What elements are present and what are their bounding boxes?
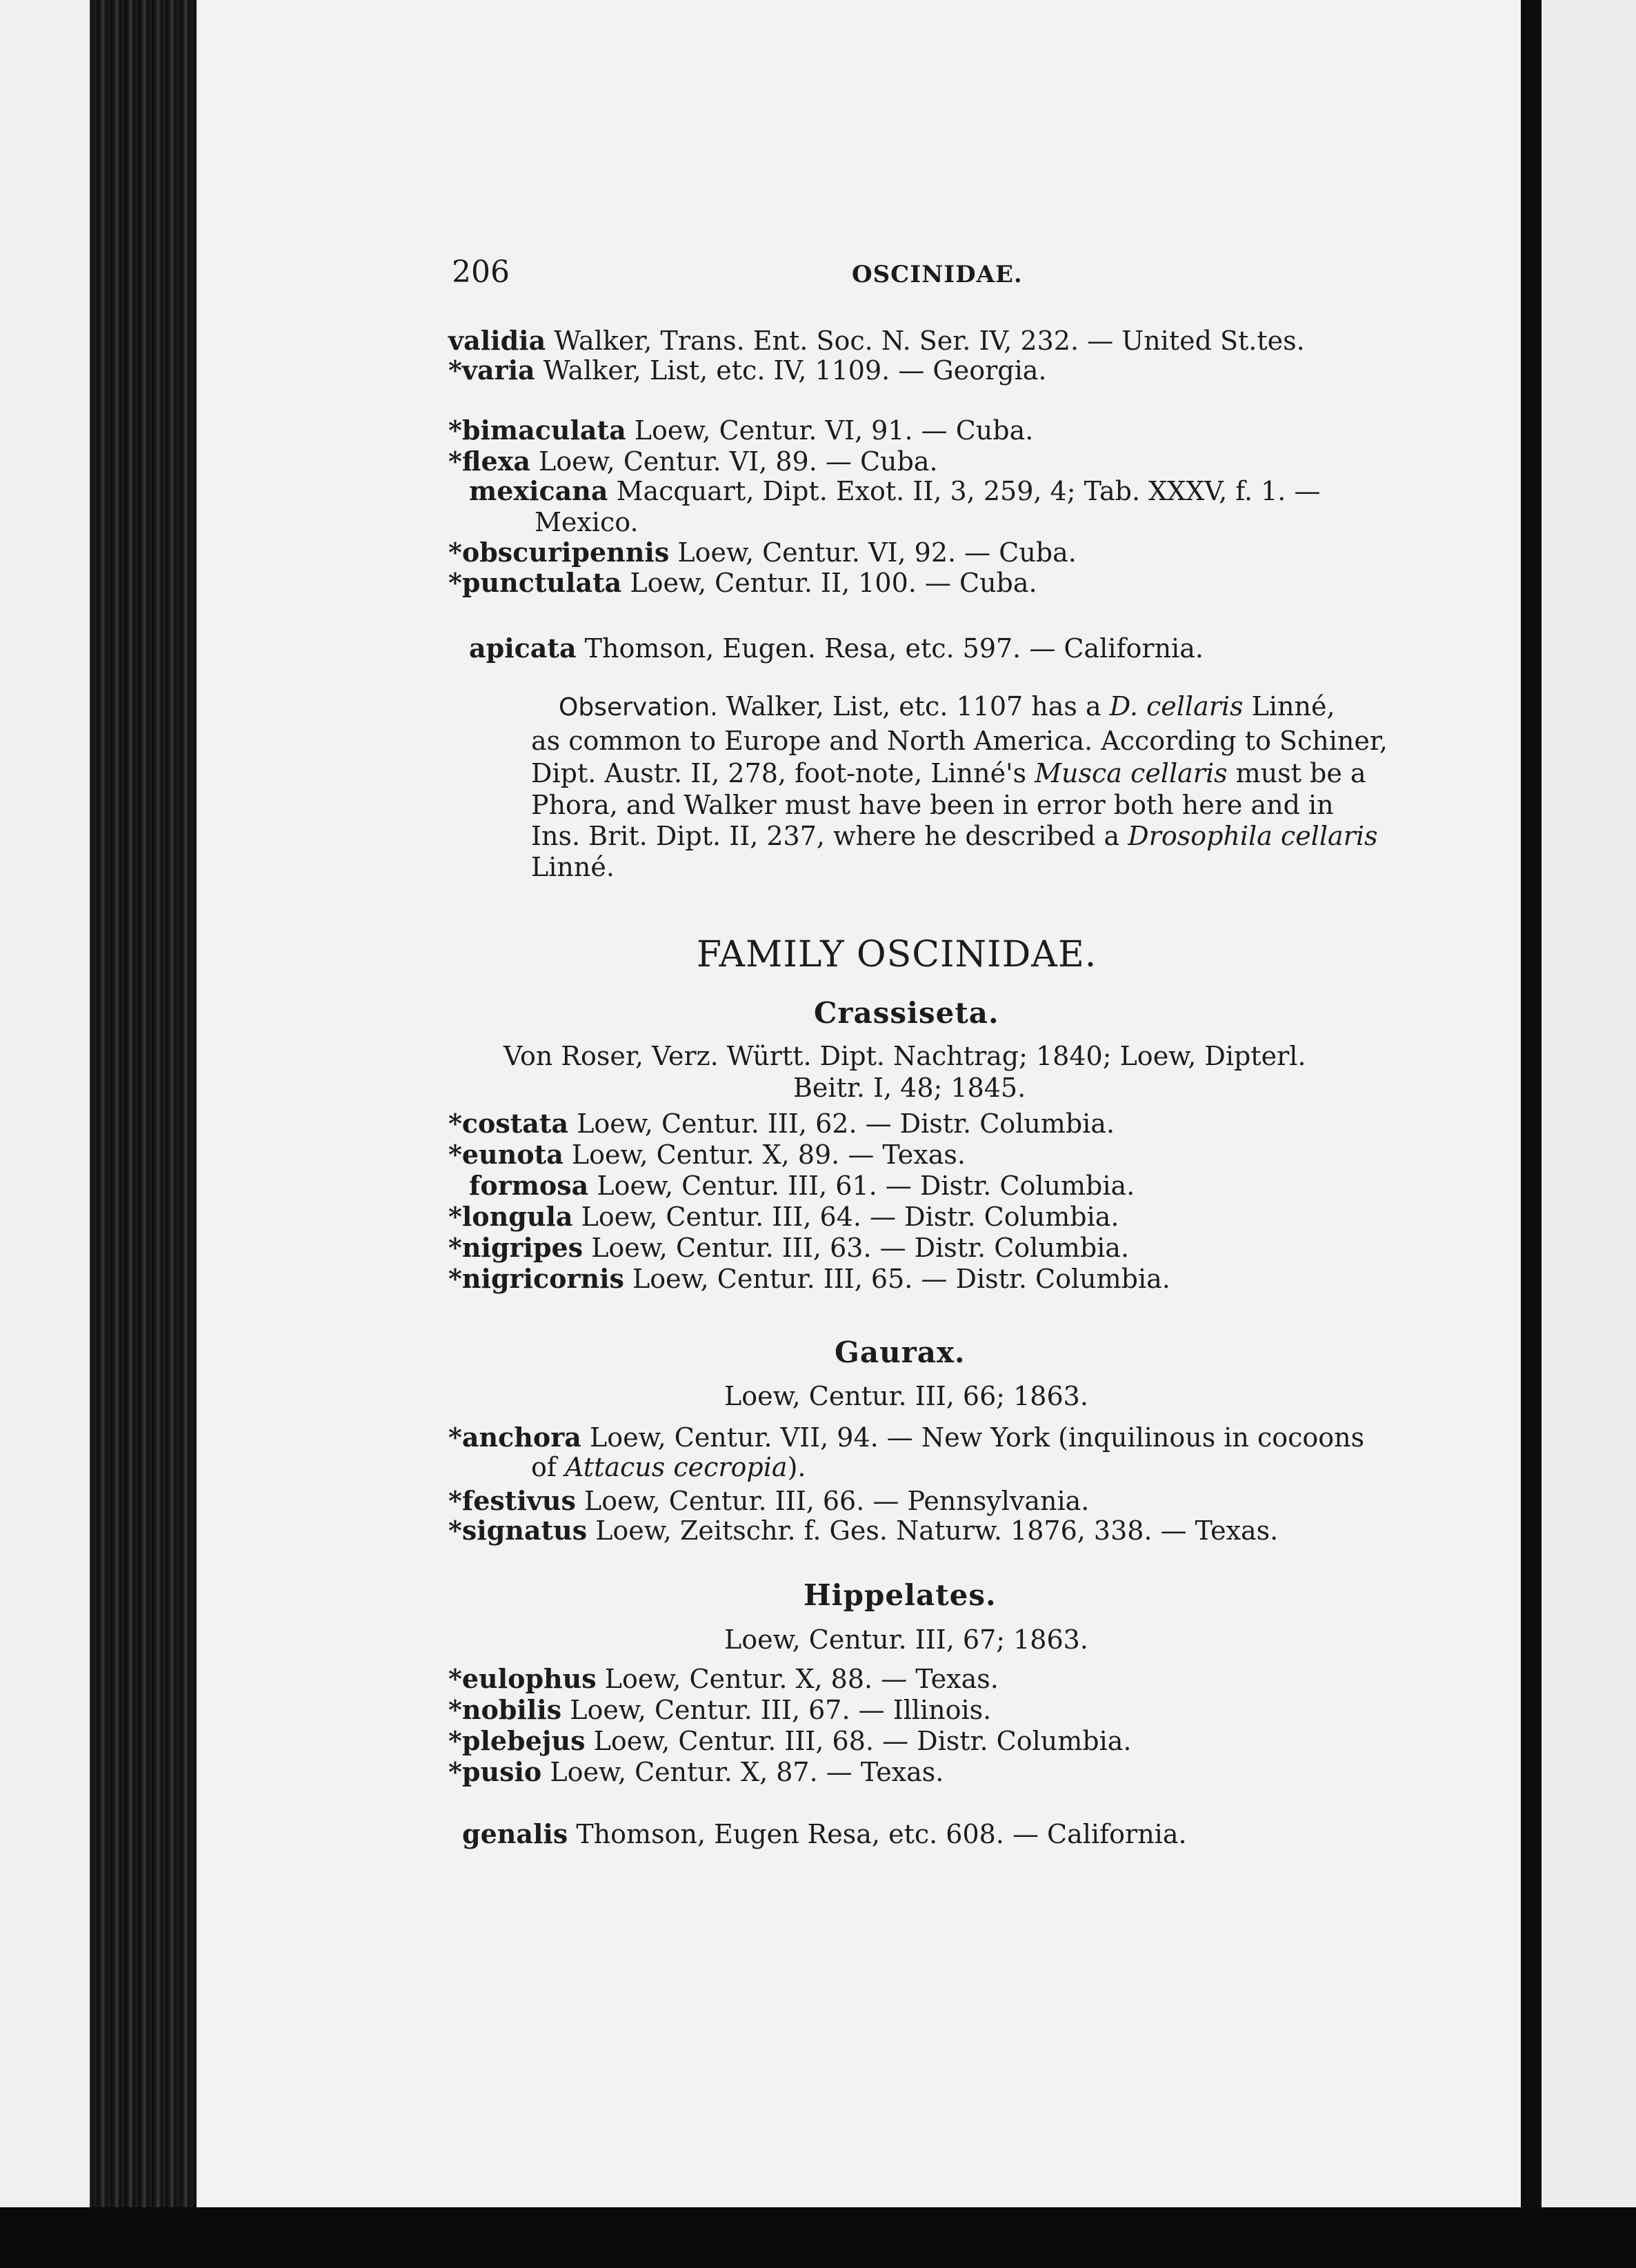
list-item: *signatus Loew, Zeitschr. f. Ges. Naturw. 1876, 338. — Texas. — [448, 1515, 1279, 1546]
genus-heading: Hippelates. — [804, 1578, 997, 1612]
list-item: mexicana Macquart, Dipt. Exot. II, 3, 259, 4; Tab. XXXV, f. 1. — — [469, 475, 1321, 506]
list-item: *nigripes Loew, Centur. III, 63. — Distr. Columbia. — [448, 1232, 1130, 1263]
list-item: *eunota Loew, Centur. X, 89. — Texas. — [448, 1139, 966, 1170]
list-item: *anchora Loew, Centur. VII, 94. — New York (inquilinous in cocoons — [448, 1422, 1365, 1453]
observation-line: Dipt. Austr. II, 278, foot-note, Linné's Musca cellaris must be a — [531, 758, 1366, 788]
observation-line: Observation. Walker, List, etc. 1107 has a D. cellaris Linné, — [559, 691, 1335, 722]
list-item: *plebejus Loew, Centur. III, 68. — Distr. Columbia. — [448, 1725, 1132, 1756]
genus-reference: Loew, Centur. III, 67; 1863. — [724, 1624, 1088, 1655]
list-item-continuation: of Attacus cecropia). — [531, 1452, 806, 1482]
list-item: *bimaculata Loew, Centur. VI, 91. — Cuba. — [448, 415, 1034, 446]
genus-reference: Von Roser, Verz. Württ. Dipt. Nachtrag; 1840; Loew, Dipterl. — [503, 1041, 1306, 1071]
list-item: *punctulata Loew, Centur. II, 100. — Cuba. — [448, 567, 1037, 598]
left-margin-strip — [0, 0, 90, 2268]
list-item: genalis Thomson, Eugen Resa, etc. 608. — California. — [462, 1818, 1187, 1849]
observation-line: as common to Europe and North America. According to Schiner, — [531, 726, 1388, 756]
genus-reference: Beitr. I, 48; 1845. — [793, 1073, 1026, 1103]
genus-heading: Crassiseta. — [814, 996, 999, 1030]
observation-label: Observation. — [559, 693, 718, 722]
list-item: *festivus Loew, Centur. III, 66. — Pennsylvania. — [448, 1485, 1090, 1516]
list-item-continuation: Mexico. — [535, 507, 639, 537]
scan-bottom-border — [0, 2207, 1636, 2268]
family-heading: FAMILY OSCINIDAE. — [697, 934, 1097, 975]
adjacent-page-edge — [1542, 0, 1636, 2207]
list-item: *obscuripennis Loew, Centur. VI, 92. — Cuba. — [448, 537, 1077, 568]
observation-line: Linné. — [531, 852, 615, 882]
list-item: *varia Walker, List, etc. IV, 1109. — Georgia. — [448, 355, 1047, 386]
list-item: *nigricornis Loew, Centur. III, 65. — Distr. Columbia. — [448, 1263, 1170, 1294]
list-item: validia Walker, Trans. Ent. Soc. N. Ser. IV, 232. — United St.tes. — [448, 325, 1305, 356]
list-item: *pusio Loew, Centur. X, 87. — Texas. — [448, 1756, 944, 1787]
genus-reference: Loew, Centur. III, 66; 1863. — [724, 1381, 1088, 1411]
list-item: *nobilis Loew, Centur. III, 67. — Illinois. — [448, 1694, 992, 1725]
list-item: *longula Loew, Centur. III, 64. — Distr. Columbia. — [448, 1201, 1119, 1232]
list-item: apicata Thomson, Eugen. Resa, etc. 597. — California. — [469, 633, 1204, 664]
list-item: *eulophus Loew, Centur. X, 88. — Texas. — [448, 1663, 999, 1694]
list-item: *costata Loew, Centur. III, 62. — Distr. Columbia. — [448, 1108, 1115, 1139]
page-number: 206 — [452, 255, 510, 290]
page-gutter-shadow — [1521, 0, 1542, 2207]
running-title: OSCINIDAE. — [852, 261, 1023, 288]
observation-line: Ins. Brit. Dipt. II, 237, where he described a Drosophila cellaris — [531, 821, 1378, 851]
list-item: *flexa Loew, Centur. VI, 89. — Cuba. — [448, 446, 938, 477]
list-item: formosa Loew, Centur. III, 61. — Distr. Columbia. — [469, 1170, 1135, 1201]
genus-heading: Gaurax. — [835, 1335, 966, 1369]
observation-line: Phora, and Walker must have been in error both here and in — [531, 790, 1334, 820]
